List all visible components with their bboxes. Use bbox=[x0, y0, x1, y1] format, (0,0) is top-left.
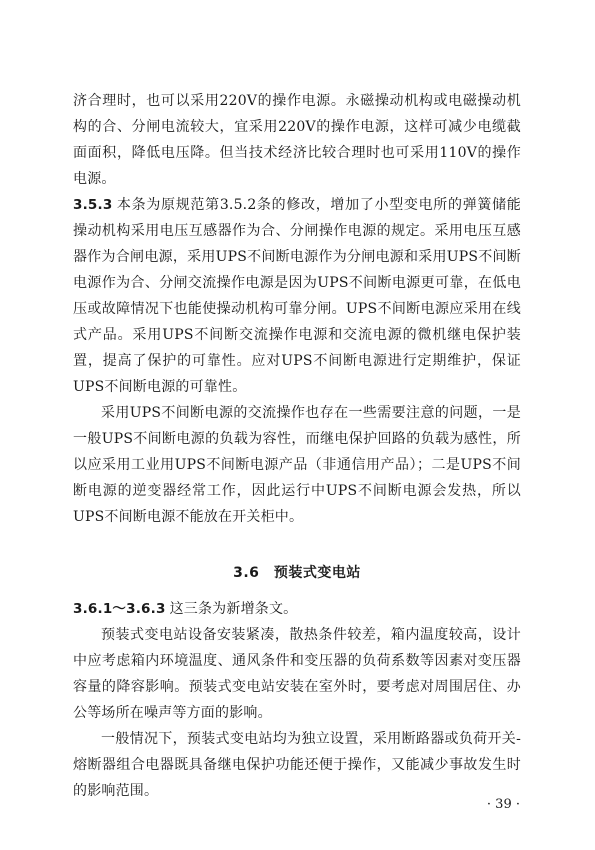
clause-3-5-3 bbox=[73, 192, 521, 400]
section-title: 3.6 预装式变电站 bbox=[233, 565, 361, 581]
paragraph-prefab-substation: 预装式变电站设备安装紧凑，散热条件较差，箱内温度较高，设计中应考虑箱内环境温度、通风条件和变压器的负荷系数等因素对变压器容量的降容影响。预装式变电站安装在室外时，要考虑对周围居住、办公等场所在噪声等方面的影响。 bbox=[73, 627, 521, 721]
paragraph-ups-issues: 采用UPS不间断电源的交流操作也存在一些需要注意的问题，一是一般UPS不间断电源的负载为容性，而继电保护回路的负载为感性，所以应采用工业用UPS不间断电源产品（非通信用产品）；二是UPS不间断电源的逆变器经常工作，因此运行中UPS不间断电源会发热，所以UPS不间断电源不能放在开关柜中。 bbox=[73, 405, 521, 525]
clause-3-6-1-3 bbox=[73, 596, 521, 622]
clause-number: 3.5.3 bbox=[73, 197, 113, 213]
clause-text: 本条为原规范第3.5.2条的修改，增加了小型变电所的弹簧储能操动机构采用电压互感器作为合、分闸操作电源的规定。采用电压互感器作为合闸电源，采用UPS不间断电源作为分闸电源和采用UPS不间断电源作为合、分闸交流操作电源是因为UPS不间断电源更可靠，在低电压或故障情况下也能使操动机构可靠分闸。UPS不间断电源应采用在线式产品。采用UPS不间断交流操作电源和交流电源的微机继电保护装置，提高了保护的可靠性。应对UPS不间断电源进行定期维护，保证UPS不间断电源的可靠性。 bbox=[73, 197, 521, 395]
clause-number: 3.6.1～3.6.3 bbox=[73, 601, 166, 617]
page-number: · 39 · bbox=[486, 797, 520, 812]
clause-text: 这三条为新增条文。 bbox=[169, 601, 298, 617]
paragraph-independent-setup: 一般情况下，预装式变电站均为独立设置，采用断路器或负荷开关-熔断器组合电器既具备继电保护功能还便于操作，又能减少事故发生时的影响范围。 bbox=[73, 731, 521, 799]
paragraph-continuation: 济合理时，也可以采用220V的操作电源。永磁操动机构或电磁操动机构的合、分闸电流较大，宜采用220V的操作电源，这样可减少电缆截面面积，降低电压降。但当技术经济比较合理时也可采用110V的操作电源。 bbox=[73, 93, 521, 187]
